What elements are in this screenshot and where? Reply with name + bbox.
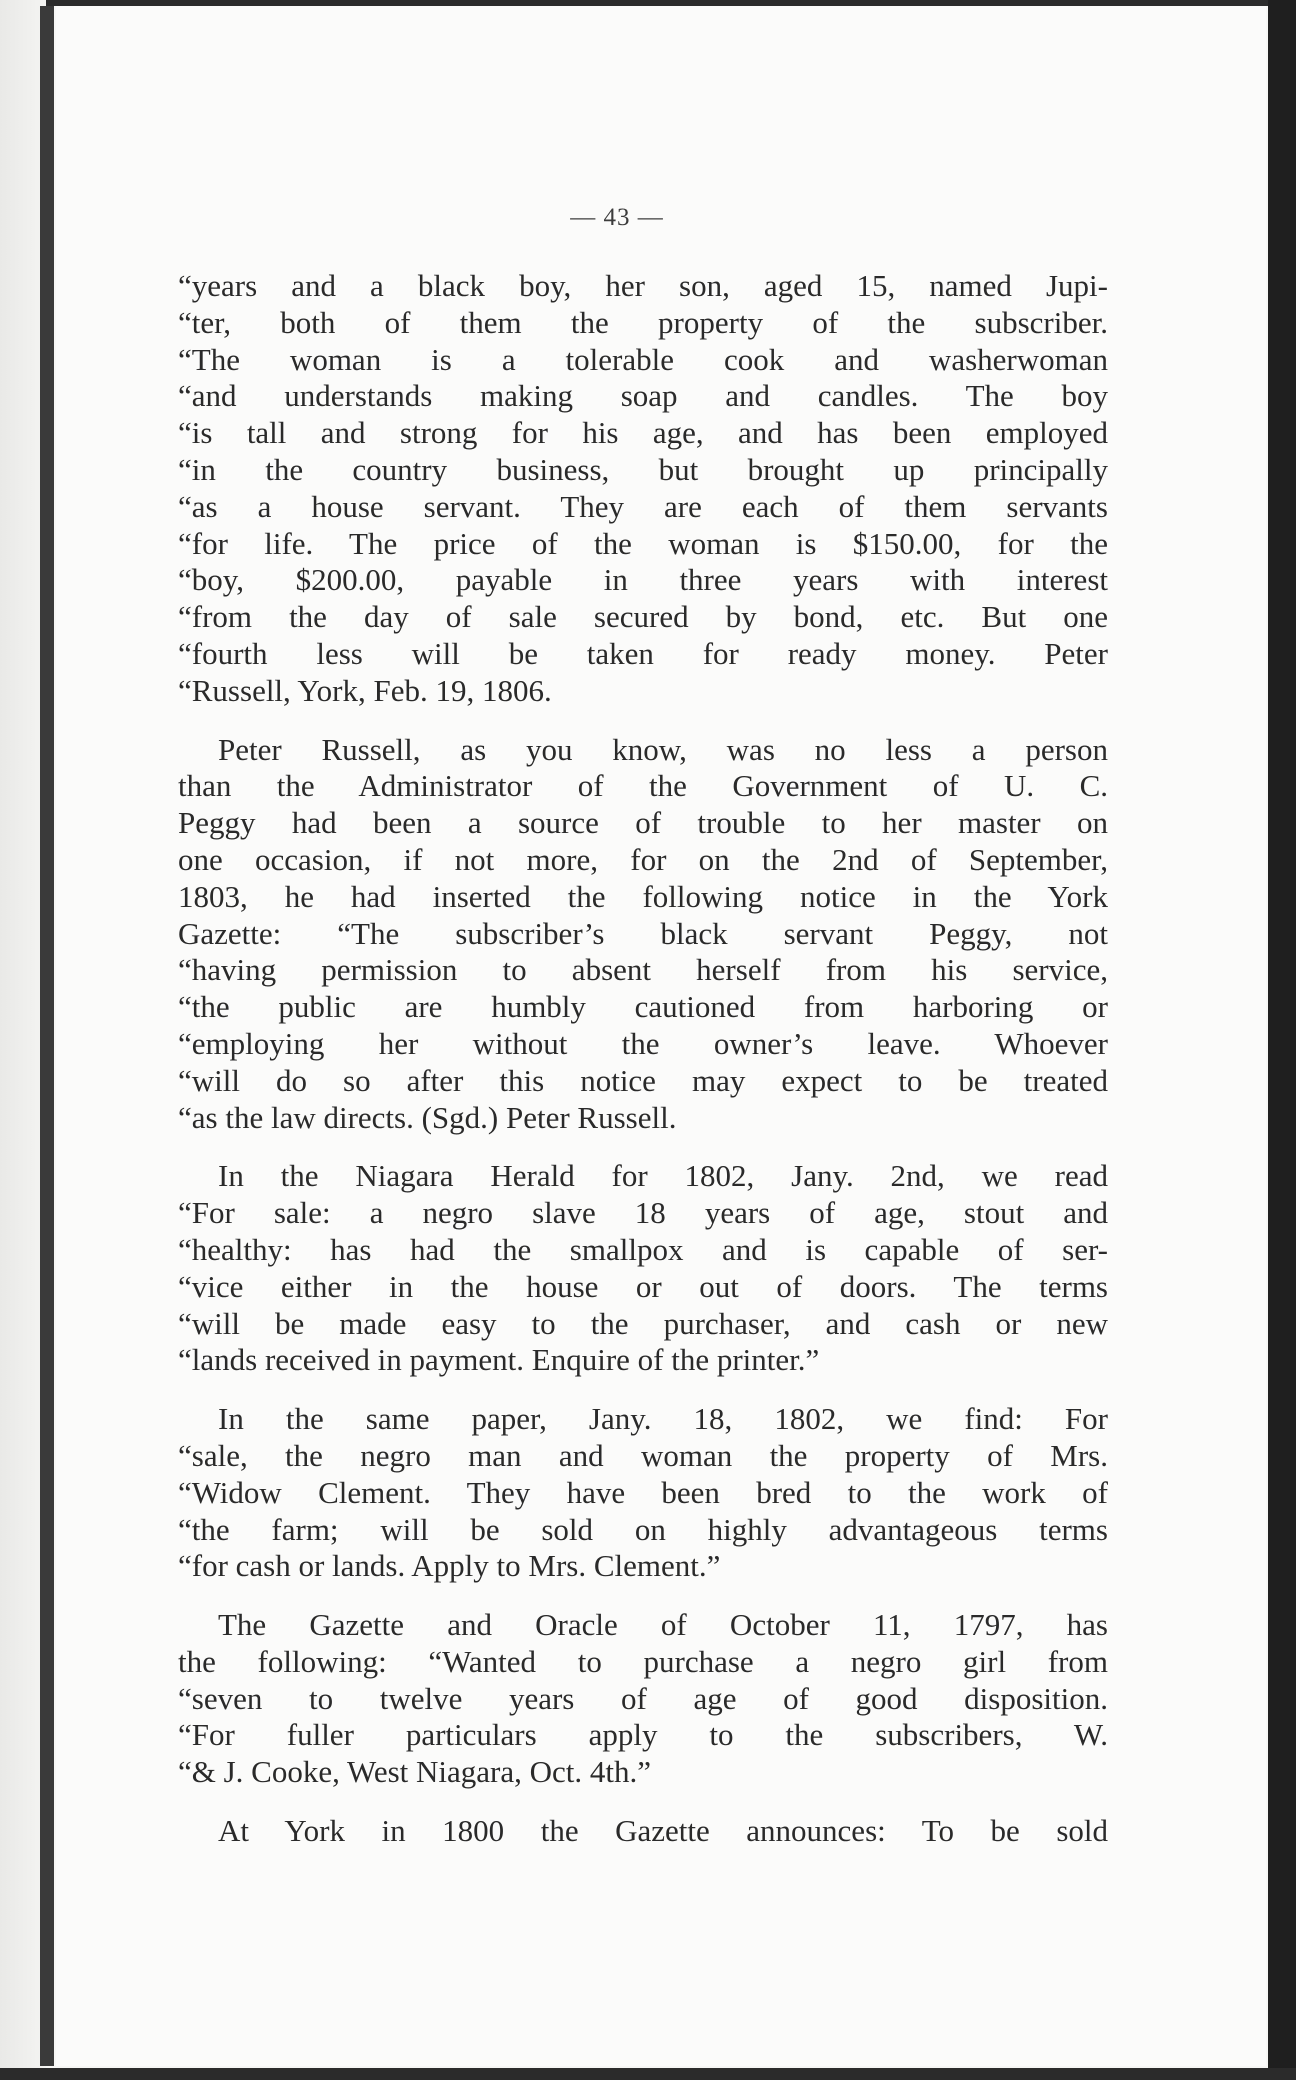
text-line: “as the law directs. (Sgd.) Peter Russell. xyxy=(178,1099,677,1135)
paragraph-2 xyxy=(178,732,1108,1137)
text-line: “Russell, York, Feb. 19, 1806. xyxy=(178,672,552,708)
text-line: The Gazette and Oracle of October 11, 1797, has xyxy=(218,1607,1108,1643)
text-line: “healthy: has had the smallpox and is capable of ser- xyxy=(178,1231,1108,1267)
text-line: “fourth less will be taken for ready money. Peter xyxy=(178,635,1108,671)
text-line: Peter Russell, as you know, was no less a person xyxy=(218,731,1108,767)
paragraph-6 xyxy=(178,1813,1108,1850)
text-line: “for life. The price of the woman is $150.00, for the xyxy=(178,525,1108,561)
text-line: “years and a black boy, her son, aged 15, named Jupi- xyxy=(178,268,1108,303)
right-page-edge xyxy=(1268,0,1296,2080)
text-line: “Widow Clement. They have been bred to the work of xyxy=(178,1474,1108,1510)
paragraph-gap xyxy=(178,1136,1108,1158)
text-line: “sale, the negro man and woman the property of Mrs. xyxy=(178,1437,1108,1473)
text-line: “the public are humbly cautioned from harboring or xyxy=(178,989,1108,1025)
paragraph-gap xyxy=(178,1585,1108,1607)
book-page xyxy=(56,6,1266,2066)
text-line: Gazette: “The subscriber’s black servant Peggy, not xyxy=(178,915,1108,951)
text-line: “in the country business, but brought up principally xyxy=(178,451,1108,487)
paragraph-gap xyxy=(178,710,1108,732)
text-line: In the same paper, Jany. 18, 1802, we find: For xyxy=(218,1401,1108,1437)
text-line: the following: “Wanted to purchase a negro girl from xyxy=(178,1643,1108,1679)
text-line: “for cash or lands. Apply to Mrs. Clement.” xyxy=(178,1548,721,1584)
text-line: “For sale: a negro slave 18 years of age, stout and xyxy=(178,1195,1108,1231)
text-line: “The woman is a tolerable cook and washerwoman xyxy=(178,341,1108,377)
text-line: “ter, both of them the property of the subscriber. xyxy=(178,304,1108,340)
paragraph-5 xyxy=(178,1607,1108,1791)
paragraph-gap xyxy=(178,1791,1108,1813)
text-line: “lands received in payment. Enquire of the printer.” xyxy=(178,1342,820,1378)
text-line: “employing her without the owner’s leave. Whoever xyxy=(178,1025,1108,1061)
text-line: In the Niagara Herald for 1802, Jany. 2nd, we read xyxy=(218,1158,1108,1194)
paragraph-1 xyxy=(178,268,1108,710)
text-line: “boy, $200.00, payable in three years with interest xyxy=(178,562,1108,598)
text-line: “as a house servant. They are each of them servants xyxy=(178,488,1108,524)
paragraph-gap xyxy=(178,1379,1108,1401)
paragraph-3 xyxy=(178,1158,1108,1379)
text-line: Peggy had been a source of trouble to her master on xyxy=(178,805,1108,841)
bottom-border xyxy=(0,2068,1296,2080)
text-line: one occasion, if not more, for on the 2nd of September, xyxy=(178,841,1108,877)
paragraph-4 xyxy=(178,1401,1108,1585)
text-line: “will be made easy to the purchaser, and cash or new xyxy=(178,1305,1108,1341)
text-line: “and understands making soap and candles. The boy xyxy=(178,378,1108,414)
text-line: “vice either in the house or out of doors. The terms xyxy=(178,1268,1108,1304)
text-line: than the Administrator of the Government of U. C. xyxy=(178,768,1108,804)
text-line: “having permission to absent herself from his service, xyxy=(178,952,1108,988)
text-line: “& J. Cooke, West Niagara, Oct. 4th.” xyxy=(178,1754,652,1790)
text-line: At York in 1800 the Gazette announces: To be sold xyxy=(218,1813,1108,1849)
body-text xyxy=(178,268,1108,1850)
text-line: “seven to twelve years of age of good disposition. xyxy=(178,1680,1108,1716)
book-spine-edge xyxy=(40,6,54,2066)
text-line: “For fuller particulars apply to the subscribers, W. xyxy=(178,1717,1108,1753)
text-line: “will do so after this notice may expect to be treated xyxy=(178,1062,1108,1098)
text-line: “from the day of sale secured by bond, etc. But one xyxy=(178,599,1108,635)
text-line: 1803, he had inserted the following notice in the York xyxy=(178,878,1108,914)
text-line: “is tall and strong for his age, and has been employed xyxy=(178,415,1108,451)
text-line: “the farm; will be sold on highly advantageous terms xyxy=(178,1511,1108,1547)
page-number: — 43 — xyxy=(570,204,664,231)
